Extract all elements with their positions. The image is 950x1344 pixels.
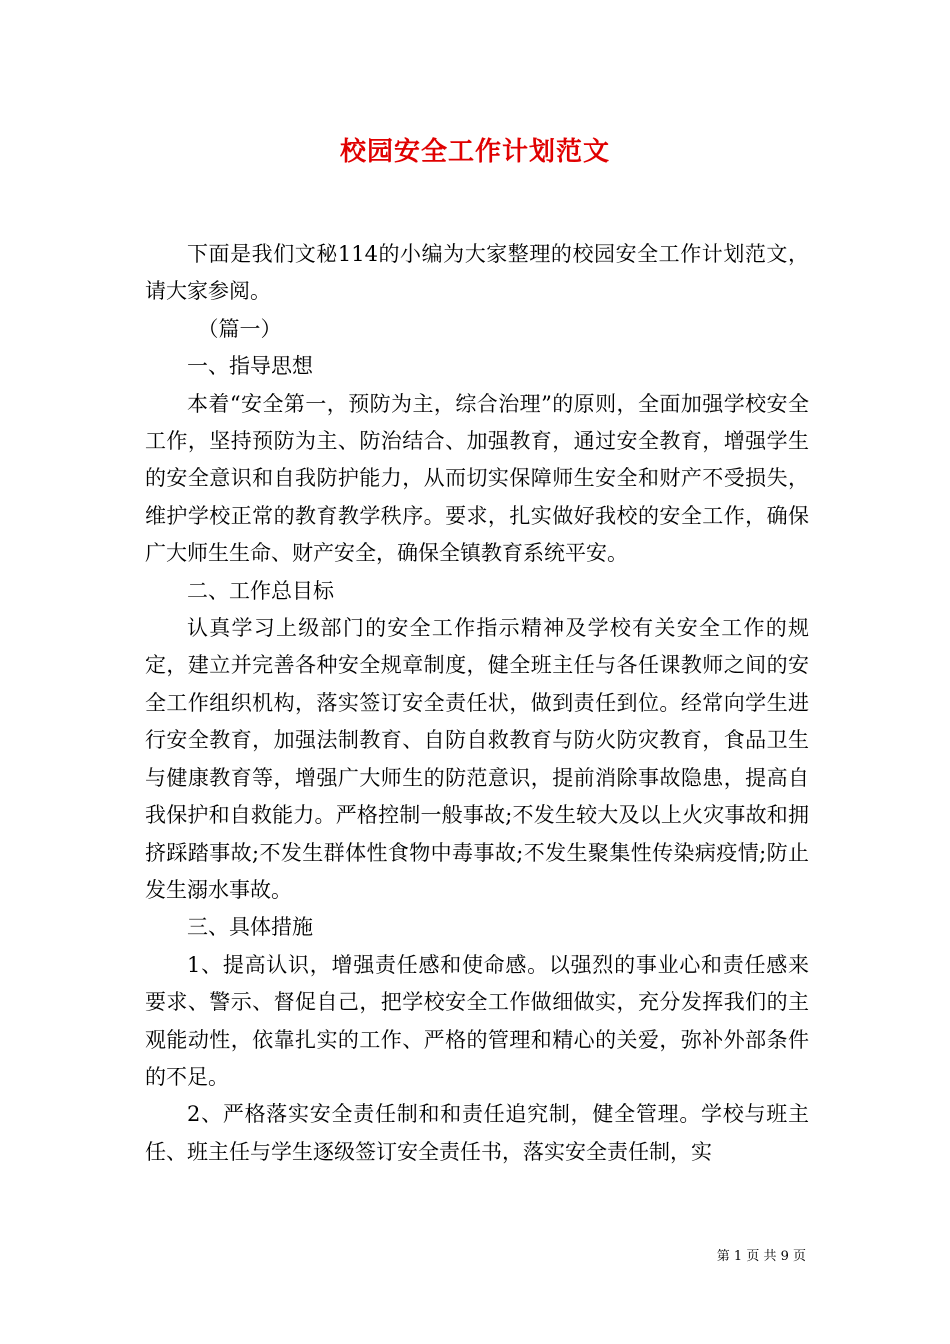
paragraph-guiding-ideology: 本着“安全第一，预防为主，综合治理”的原则，全面加强学校安全工作，坚持预防为主、防治结合、加强教育，通过安全教育，增强学生的安全意识和自我防护能力，从而切实保障师生安全和财产不受损失，维护学校正常的教育教学秩序。要求，扎实做好我校的安全工作，确保广大师生生命、财产安全，确保全镇教育系统平安。 bbox=[145, 391, 809, 566]
intro-paragraph: 下面是我们文秘114的小编为大家整理的校园安全工作计划范文，请大家参阅。 bbox=[145, 242, 809, 304]
heading-guiding-ideology: 一、指导思想 bbox=[187, 354, 313, 379]
paragraph-measure-2: 2、严格落实安全责任制和和责任追究制，健全管理。学校与班主任、班主任与学生逐级签订安全责任书，落实安全责任制，实 bbox=[145, 1102, 809, 1164]
heading-specific-measures: 三、具体措施 bbox=[187, 915, 313, 940]
heading-overall-goal: 二、工作总目标 bbox=[187, 578, 334, 603]
paragraph-measure-1: 1、提高认识，增强责任感和使命感。以强烈的事业心和责任感来要求、警示、督促自己，把学校安全工作做细做实，充分发挥我们的主观能动性，依靠扎实的工作、严格的管理和精心的关爱，弥补外部条件的不足。 bbox=[145, 952, 809, 1089]
document-title: 校园安全工作计划范文 bbox=[339, 137, 610, 167]
page-number: 第 1 页 共 9 页 bbox=[716, 1249, 806, 1264]
paragraph-overall-goal: 认真学习上级部门的安全工作指示精神及学校有关安全工作的规定，建立并完善各种安全规章制度，健全班主任与各任课教师之间的安全工作组织机构，落实签订安全责任状，做到责任到位。经常向学生进行安全教育，加强法制教育、自防自救教育与防火防灾教育，食品卫生与健康教育等，增强广大师生的防范意识，提前消除事故隐患，提高自我保护和自救能力。严格控制一般事故;不发生较大及以上火灾事故和拥挤踩踏事故;不发生群体性食物中毒事故;不发生聚集性传染病疫情;防止发生溺水事故。 bbox=[145, 616, 809, 902]
section-label: （篇一） bbox=[197, 316, 282, 341]
document-body bbox=[145, 236, 809, 1171]
